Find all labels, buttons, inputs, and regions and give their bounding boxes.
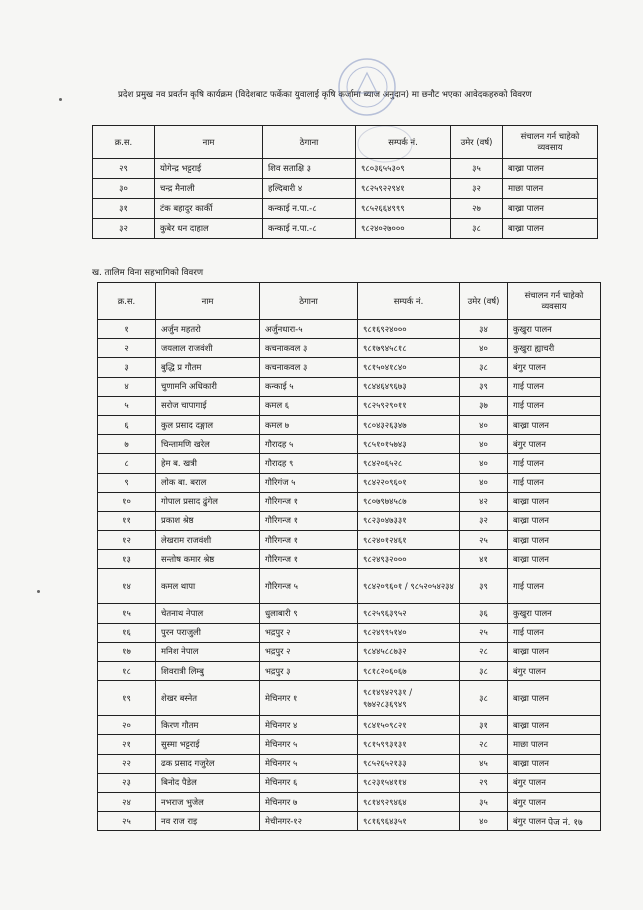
cell-address: कन्काई न.पा.-८ (263, 199, 356, 219)
scan-speck (37, 590, 40, 593)
cell-address: गौरादह ९ (260, 454, 358, 473)
cell-business: गाई पालन (508, 569, 601, 604)
cell-serial: २२ (98, 754, 156, 773)
cell-name: अर्जुन महतरो (156, 320, 260, 339)
table-row (98, 550, 601, 569)
col-contact: सम्पर्क नं. (358, 283, 460, 320)
cell-name: कुल प्रसाद दङ्गाल (156, 415, 260, 434)
cell-age: ४० (460, 435, 508, 454)
table-row (98, 604, 601, 623)
cell-name: मनिश नेपाल (156, 642, 260, 661)
cell-business: गाई पालन (508, 623, 601, 642)
cell-age: ४० (460, 454, 508, 473)
cell-age: ४१ (460, 550, 508, 569)
cell-serial: १९ (98, 681, 156, 716)
table-row (98, 662, 601, 681)
cell-serial: ११ (98, 511, 156, 530)
cell-contact: ९८२५९६३९५२ (358, 604, 460, 623)
cell-address: मेचिनगर ७ (260, 792, 358, 811)
cell-business: बाख्रा पालन (508, 511, 601, 530)
document-heading: प्रदेश प्रमुख नव प्रवर्तन कृषि कार्यक्रम (विदेशबाट फर्केका युवालाई कृषि कर्जामा ब्याज अनुदान) मा छनौट भएका आवेदकहरुको विवरण (118, 90, 532, 100)
cell-contact: ९८०३६५५३०९ (356, 159, 451, 179)
cell-serial: ६ (98, 415, 156, 434)
cell-address: कन्काई न.पा.-८ (263, 219, 356, 239)
cell-business: गाई पालन (508, 473, 601, 492)
cell-contact: ९८४४६४९६७३ (358, 377, 460, 396)
col-age: उमेर (वर्ष) (460, 283, 508, 320)
col-serial: क्र.स. (93, 126, 155, 159)
cell-age: ३८ (451, 219, 503, 239)
cell-address: कमल ७ (260, 415, 358, 434)
cell-age: ३७ (460, 396, 508, 415)
cell-age: २८ (460, 735, 508, 754)
cell-business: बाख्रा पालन (508, 492, 601, 511)
cell-age: ३८ (460, 662, 508, 681)
cell-name: सन्तोष कमार श्रेष्ठ (156, 550, 260, 569)
cell-age: २८ (460, 642, 508, 661)
cell-address: कमल ६ (260, 396, 358, 415)
cell-name: चेतनाथ नेपाल (156, 604, 260, 623)
cell-name: प्रकाश श्रेष्ठ (156, 511, 260, 530)
cell-serial: २९ (93, 159, 155, 179)
cell-business: बंगुर पालन (508, 812, 601, 831)
cell-serial: ७ (98, 435, 156, 454)
cell-serial: ८ (98, 454, 156, 473)
cell-business: गाई पालन (508, 454, 601, 473)
cell-contact: ९८१४९२९४६४ (358, 792, 460, 811)
cell-serial: १४ (98, 569, 156, 604)
cell-address: अर्जुनधारा-५ (260, 320, 358, 339)
cell-contact: ९८१५०४१८४० (358, 358, 460, 377)
table-row (98, 623, 601, 642)
cell-address: गौरिगन्ज १ (260, 492, 358, 511)
cell-address: गौरिगन्ज १ (260, 511, 358, 530)
cell-business: गाई पालन (508, 396, 601, 415)
cell-address: शिव सताक्षि ३ (263, 159, 356, 179)
cell-serial: १८ (98, 662, 156, 681)
cell-contact: ९८२५९२९०११ (358, 396, 460, 415)
table-row (98, 396, 601, 415)
table-row (98, 773, 601, 792)
cell-name: हेम ब. खत्री (156, 454, 260, 473)
cell-contact: ९८०४३२६३४७ (358, 415, 460, 434)
col-business: संचालन गर्न चाहेको व्यवसाय (508, 283, 601, 320)
cell-name: नव राज राइ (156, 812, 260, 831)
cell-contact: ९८१६९२४००० (358, 320, 460, 339)
cell-serial: ४ (98, 377, 156, 396)
table-row (98, 681, 601, 716)
cell-address: मेचिनगर ५ (260, 754, 358, 773)
cell-serial: १६ (98, 623, 156, 642)
cell-age: ४० (460, 812, 508, 831)
page-number: पेज नं. १७ (548, 818, 583, 828)
cell-address: गौरिगन्ज १ (260, 531, 358, 550)
cell-name: कुबेर धन दाहाल (155, 219, 263, 239)
cell-business: बाख्रा पालन (508, 550, 601, 569)
official-seal-stamp (335, 55, 399, 119)
selected-applicants-table-continued (92, 125, 598, 239)
cell-business: गाई पालन (508, 377, 601, 396)
table-row (98, 358, 601, 377)
cell-contact: ९८४२२०९६०१ (358, 473, 460, 492)
cell-age: ३२ (460, 511, 508, 530)
table-row (98, 642, 601, 661)
col-age: उमेर (वर्ष) (451, 126, 503, 159)
cell-contact: ९८१७९४५८१८ (358, 339, 460, 358)
cell-contact: ९८२३१५४११४ (358, 773, 460, 792)
cell-age: ३९ (460, 377, 508, 396)
cell-serial: ३ (98, 358, 156, 377)
cell-serial: १३ (98, 550, 156, 569)
cell-name: टंक बहादुर कार्की (155, 199, 263, 219)
cell-serial: ३० (93, 179, 155, 199)
cell-name: शेखर बस्नेत (156, 681, 260, 716)
cell-address: कचनाकवल ३ (260, 339, 358, 358)
cell-name: लोक बा. बराल (156, 473, 260, 492)
cell-business: बाख्रा पालन (508, 716, 601, 735)
cell-serial: ३१ (93, 199, 155, 219)
cell-contact: ९८१६९६४३५१ (358, 812, 460, 831)
cell-address: भद्रपुर २ (260, 623, 358, 642)
cell-contact: ९८४१५०९८२१ (358, 716, 460, 735)
table-row (98, 415, 601, 434)
cell-serial: ३२ (93, 219, 155, 239)
cell-address: भद्रपुर २ (260, 642, 358, 661)
cell-serial: २ (98, 339, 156, 358)
cell-address: मेचिनगर ५ (260, 735, 358, 754)
table-row (98, 377, 601, 396)
cell-business: बंगुर पालन (508, 358, 601, 377)
cell-contact: ९८४४५८८७३२ (358, 642, 460, 661)
col-name: नाम (156, 283, 260, 320)
cell-contact: ९८०७९७४५८७ (358, 492, 460, 511)
cell-age: ४५ (460, 754, 508, 773)
cell-business: माछा पालन (503, 179, 598, 199)
cell-contact: ९८२५९२२९४१ (356, 179, 451, 199)
cell-serial: १७ (98, 642, 156, 661)
table-row (98, 735, 601, 754)
cell-serial: १२ (98, 531, 156, 550)
table-header-row (98, 283, 601, 320)
cell-business: कुखुरा ह्याचरी (508, 339, 601, 358)
cell-name: पुरन पराजुली (156, 623, 260, 642)
table-row (98, 792, 601, 811)
cell-age: ३८ (460, 358, 508, 377)
cell-business: बाख्रा पालन (503, 159, 598, 179)
cell-address: धुलाबारी ९ (260, 604, 358, 623)
cell-name: सरोज चापागाई (156, 396, 260, 415)
col-contact: सम्पर्क नं. (356, 126, 451, 159)
cell-contact: ९८२३०४७३३१ (358, 511, 460, 530)
cell-address: भद्रपुर ३ (260, 662, 358, 681)
cell-contact: ९८१४९४२९३१ / ९७४२८३६९४९ (358, 681, 460, 716)
cell-contact: ९८५१०१५७४३ (358, 435, 460, 454)
cell-serial: २० (98, 716, 156, 735)
cell-name: योगेन्द्र भट्टराई (155, 159, 263, 179)
cell-address: गौरिगन्ज १ (260, 550, 358, 569)
cell-business: माछा पालन (508, 735, 601, 754)
cell-name: चन्द्र मैनाली (155, 179, 263, 199)
cell-contact: ९८२४९३२००० (358, 550, 460, 569)
table-row (93, 159, 598, 179)
cell-address: हल्दिबारी ४ (263, 179, 356, 199)
cell-age: २७ (451, 199, 503, 219)
cell-business: बाख्रा पालन (508, 642, 601, 661)
cell-address: गौरिगंज ५ (260, 473, 358, 492)
cell-contact: ९८१८२०६०६७ (358, 662, 460, 681)
cell-business: बंगुर पालन (508, 773, 601, 792)
cell-contact: ९८४२०६५२८ (358, 454, 460, 473)
participants-without-training-table (97, 282, 601, 831)
table-row (98, 531, 601, 550)
cell-age: ३५ (460, 792, 508, 811)
cell-business: बंगुर पालन (508, 662, 601, 681)
cell-name: ढक प्रसाद गजुरेल (156, 754, 260, 773)
cell-business: बाख्रा पालन (508, 754, 601, 773)
cell-serial: २४ (98, 792, 156, 811)
cell-name: लेखराम राजवंशी (156, 531, 260, 550)
cell-serial: २१ (98, 735, 156, 754)
table-row (98, 473, 601, 492)
cell-serial: २३ (98, 773, 156, 792)
table-header-row (93, 126, 598, 159)
cell-name: बिनोद पैडेल (156, 773, 260, 792)
table-row (98, 435, 601, 454)
cell-name: नभराज भुजेल (156, 792, 260, 811)
cell-age: ३८ (460, 681, 508, 716)
cell-name: गोपाल प्रसाद ढुंगेल (156, 492, 260, 511)
cell-age: २५ (460, 531, 508, 550)
cell-contact: ९८१५९९३१३१ (358, 735, 460, 754)
col-serial: क्र.स. (98, 283, 156, 320)
col-address: ठेगाना (263, 126, 356, 159)
cell-age: २९ (460, 773, 508, 792)
cell-name: चिन्तामणि खरेल (156, 435, 260, 454)
cell-contact: ९८२४०१२४६१ (358, 531, 460, 550)
table-row (98, 812, 601, 831)
cell-serial: १५ (98, 604, 156, 623)
table-row (98, 569, 601, 604)
table-row (98, 320, 601, 339)
cell-age: ४० (460, 473, 508, 492)
cell-address: गौरिगन्ज ५ (260, 569, 358, 604)
col-address: ठेगाना (260, 283, 358, 320)
cell-business: बंगुर पालन (508, 435, 601, 454)
cell-name: बुद्धि प्र गौतम (156, 358, 260, 377)
cell-name: सुस्मा भट्टराई (156, 735, 260, 754)
cell-name: किरण गौतम (156, 716, 260, 735)
cell-contact: ९८२४९९५१४० (358, 623, 460, 642)
cell-age: ३४ (460, 320, 508, 339)
scan-speck (59, 98, 62, 101)
col-name: नाम (155, 126, 263, 159)
col-business: संचालन गर्न चाहेको व्यवसाय (503, 126, 598, 159)
cell-address: मेचिनगर ६ (260, 773, 358, 792)
cell-business: कुखुरा पालन (508, 604, 601, 623)
cell-name: कमल थापा (156, 569, 260, 604)
cell-age: ४० (460, 415, 508, 434)
table-row (98, 339, 601, 358)
cell-business: बंगुर पालन (508, 792, 601, 811)
table-row (98, 511, 601, 530)
cell-address: मेचिनगर ४ (260, 716, 358, 735)
cell-serial: ५ (98, 396, 156, 415)
cell-business: बाख्रा पालन (503, 219, 598, 239)
cell-age: २५ (460, 623, 508, 642)
cell-age: ३२ (451, 179, 503, 199)
cell-serial: १० (98, 492, 156, 511)
table-row (93, 179, 598, 199)
cell-age: ३१ (460, 716, 508, 735)
cell-name: चुणामनि अधिकारी (156, 377, 260, 396)
table-row (93, 199, 598, 219)
cell-address: मेचीनगर-१२ (260, 812, 358, 831)
cell-name: शिवरात्री लिम्बु (156, 662, 260, 681)
cell-address: कन्काई ५ (260, 377, 358, 396)
table-row (98, 454, 601, 473)
cell-age: ३९ (460, 569, 508, 604)
cell-contact: ९८४२०९६०१ / ९८५२०५४२३४ (358, 569, 460, 604)
cell-name: जयलाल राजवंशी (156, 339, 260, 358)
cell-age: ४२ (460, 492, 508, 511)
cell-age: ४० (460, 339, 508, 358)
cell-age: ३६ (460, 604, 508, 623)
cell-business: बाख्रा पालन (508, 531, 601, 550)
cell-contact: ९८५२६६४९९९ (356, 199, 451, 219)
cell-address: मेचिनगर १ (260, 681, 358, 716)
cell-age: ३५ (451, 159, 503, 179)
cell-business: बाख्रा पालन (503, 199, 598, 219)
cell-business: कुखुरा पालन (508, 320, 601, 339)
table-row (93, 219, 598, 239)
cell-address: कचनाकवल ३ (260, 358, 358, 377)
cell-contact: ९८२४०२७००० (356, 219, 451, 239)
cell-address: गौरादह ५ (260, 435, 358, 454)
cell-business: बाख्रा पालन (508, 415, 601, 434)
table-row (98, 754, 601, 773)
table-row (98, 716, 601, 735)
cell-serial: ९ (98, 473, 156, 492)
cell-serial: १ (98, 320, 156, 339)
table-row (98, 492, 601, 511)
cell-business: बाख्रा पालन (508, 681, 601, 716)
cell-serial: २५ (98, 812, 156, 831)
section-subheading: ख. तालिम विना सहभागिको विवरण (92, 268, 204, 278)
cell-contact: ९८५२६५२१३३ (358, 754, 460, 773)
